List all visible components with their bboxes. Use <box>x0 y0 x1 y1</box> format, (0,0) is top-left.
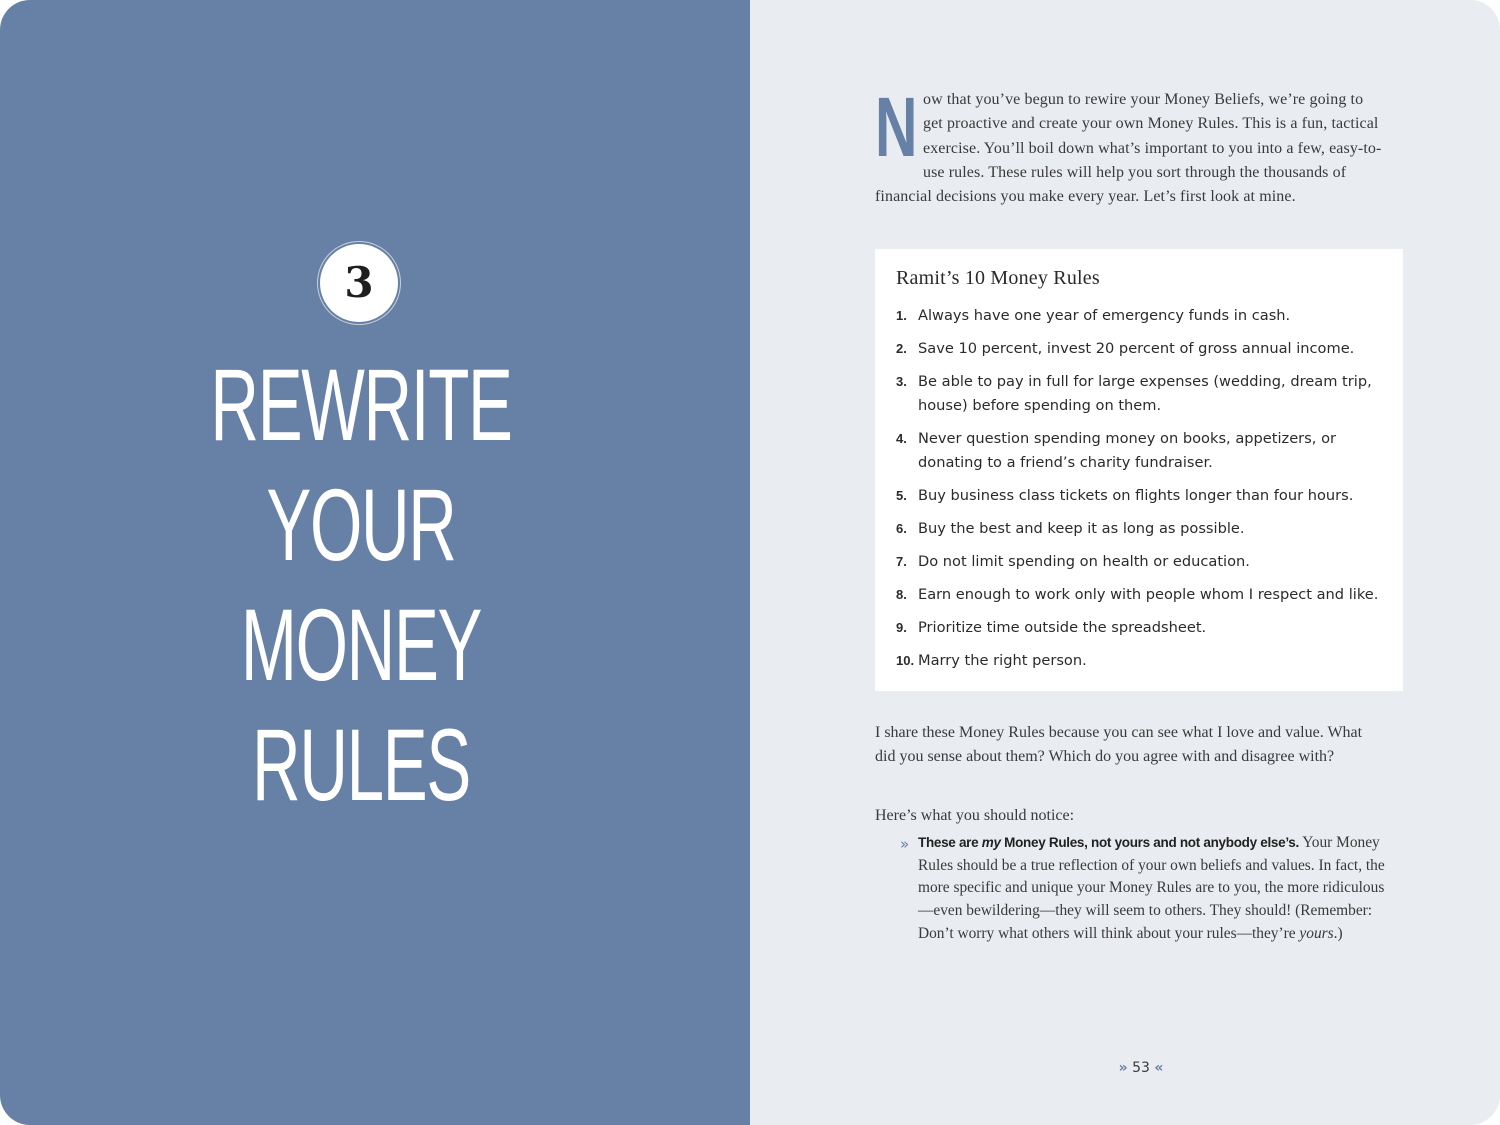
rule-text: Marry the right person. <box>918 652 1087 669</box>
rule-item <box>896 550 1383 574</box>
rule-number: 7. <box>896 554 907 569</box>
bullet-body-emphasis: yours <box>1299 924 1334 942</box>
rule-text: Earn enough to work only with people whom I respect and like. <box>918 586 1379 603</box>
bullet-chevron-icon: » <box>900 835 910 853</box>
bullet-body-end: .) <box>1333 924 1343 942</box>
rule-item <box>896 427 1383 475</box>
rule-number: 5. <box>896 488 907 503</box>
rule-number: 8. <box>896 587 907 602</box>
rule-text: Always have one year of emergency funds in cash. <box>918 307 1291 324</box>
body-paragraph: I share these Money Rules because you can see what I love and value. What did you sense about them? Which do you agree with and disagree with? <box>875 724 1363 766</box>
chapter-title-line-2: YOUR <box>266 468 456 582</box>
text-page <box>750 0 1500 1125</box>
rule-number: 3. <box>896 374 907 389</box>
rule-item <box>896 583 1383 607</box>
folio-right-mark: « <box>1154 1060 1164 1076</box>
bullet-lead-part: Money Rules, not yours and not anybody else’s. <box>1000 835 1299 850</box>
drop-cap: N <box>875 80 918 174</box>
chapter-title-line-1: REWRITE <box>210 348 512 462</box>
rule-number: 2. <box>896 341 907 356</box>
money-rules-box <box>875 249 1403 691</box>
rule-number: 6. <box>896 521 907 536</box>
bullet-body: Your Money Rules should be a true reflection of your own beliefs and values. In fact, the more specific and unique your Money Rules are to you, the more ridiculous—even bewildering—they will seem to others. They should! (Remember: Don’t worry what others will think about your rules—they’re <box>918 834 1385 942</box>
rule-text: Save 10 percent, invest 20 percent of gross annual income. <box>918 340 1355 357</box>
rule-item <box>896 649 1383 673</box>
page-number: 53 <box>1132 1060 1150 1076</box>
rule-text: Do not limit spending on health or education. <box>918 553 1250 570</box>
rule-item <box>896 517 1383 541</box>
bullet-lead <box>918 835 1299 850</box>
rule-text: Buy business class tickets on flights longer than four hours. <box>918 487 1354 504</box>
rule-number: 9. <box>896 620 907 635</box>
rule-text: Be able to pay in full for large expenses (wedding, dream trip, house) before spending on them. <box>918 373 1372 414</box>
rule-text: Buy the best and keep it as long as possible. <box>918 520 1245 537</box>
chapter-number-badge <box>320 244 398 322</box>
notice-bullet <box>900 832 1400 946</box>
chapter-title-line-3: MONEY <box>240 588 482 702</box>
bullet-lead-emphasis: my <box>981 835 1001 850</box>
rule-item <box>896 337 1383 361</box>
chapter-number: 3 <box>344 258 374 307</box>
rule-text: Never question spending money on books, appetizers, or donating to a friend’s charity fundraiser. <box>918 430 1336 471</box>
body-paragraph: Here’s what you should notice: <box>875 807 1075 824</box>
intro-text: ow that you’ve begun to rewire your Money Beliefs, we’re going to get proactive and create your own Money Rules. This is a fun, tactical exercise. You’ll boil down what’s important to you into a few, easy-to-use rules. These rules will help you sort through the thousands of financial decisions you make every year. Let’s first look at mine. <box>875 91 1382 206</box>
folio-left-mark: » <box>1118 1060 1128 1076</box>
rule-number: 10. <box>896 653 915 668</box>
intro-paragraph <box>875 80 1385 209</box>
rule-item <box>896 616 1383 640</box>
bullet-text <box>918 832 1398 946</box>
rule-item <box>896 370 1383 418</box>
page-folio <box>750 1060 1500 1076</box>
rule-text: Prioritize time outside the spreadsheet. <box>918 619 1207 636</box>
rule-item <box>896 484 1383 508</box>
money-rules-list <box>896 304 1383 673</box>
rule-item <box>896 304 1383 328</box>
money-rules-title: Ramit’s 10 Money Rules <box>896 267 1100 289</box>
bullet-lead-part: These are <box>918 835 982 850</box>
rule-number: 1. <box>896 308 907 323</box>
chapter-title <box>0 345 722 825</box>
chapter-title-line-4: RULES <box>252 708 470 822</box>
rule-number: 4. <box>896 431 907 446</box>
